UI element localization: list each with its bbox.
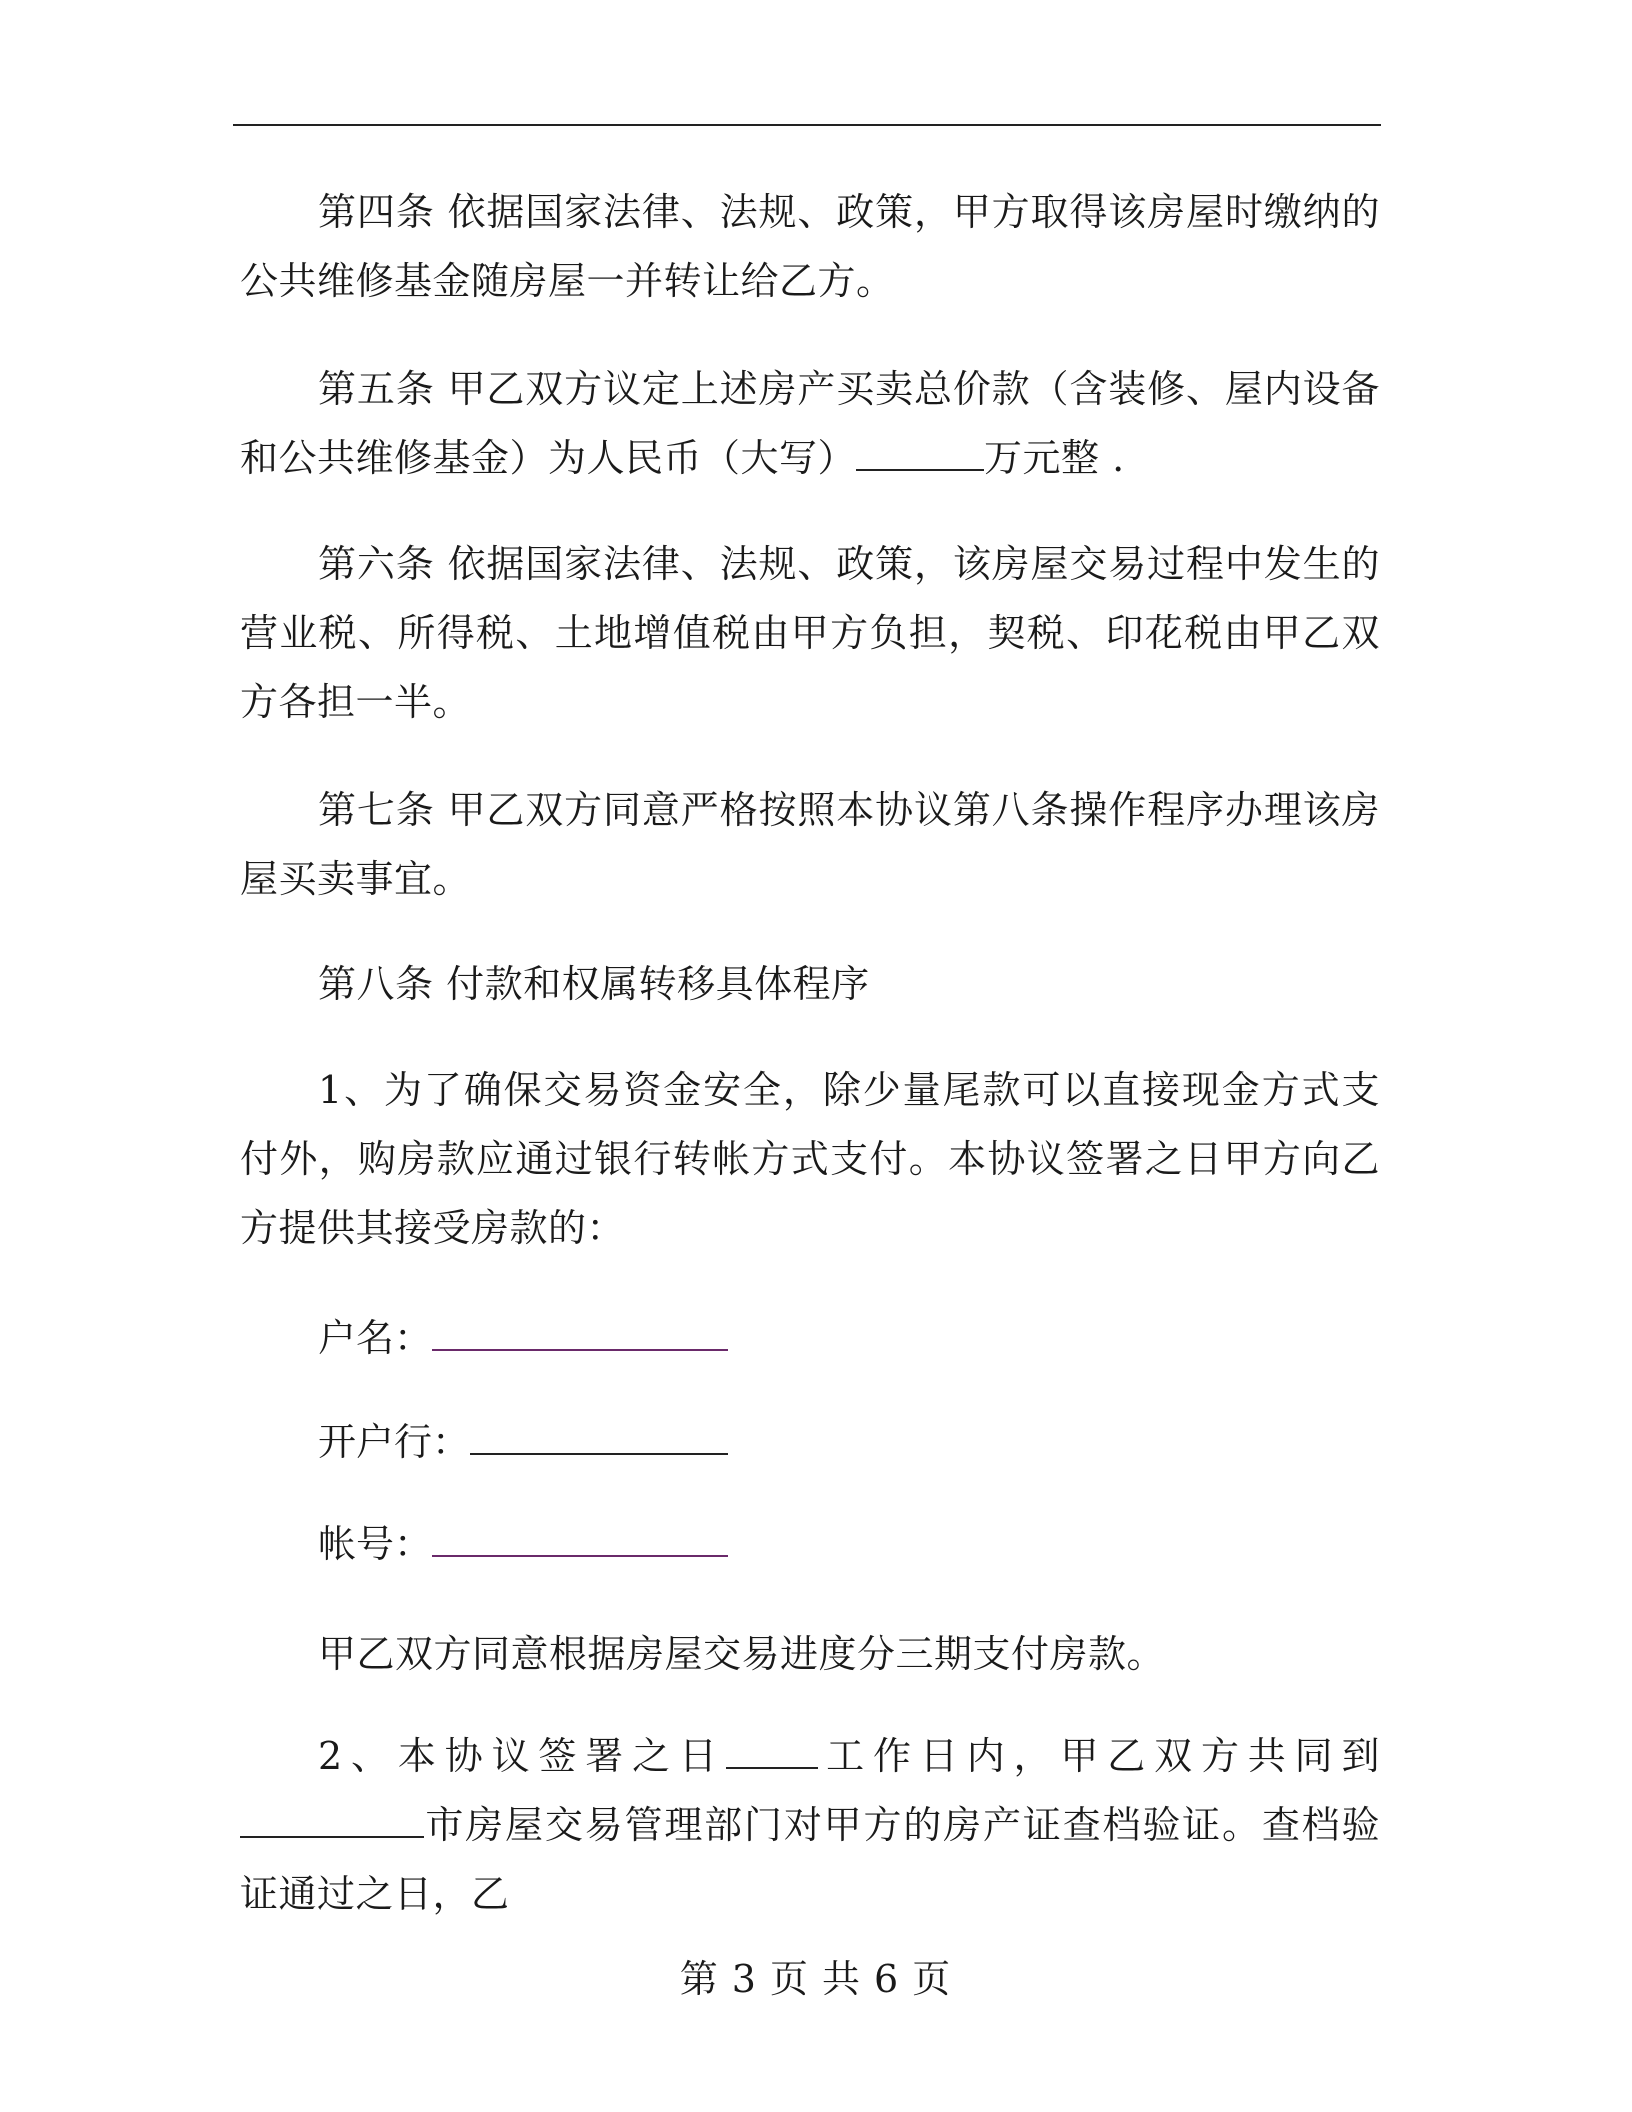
item-2-text-a: 2、本协议签署之日 [318,1734,726,1778]
article-6-number: 第六条 [318,542,435,586]
article-5-text: 甲乙双方议定上述房产买卖总价款（含装修、屋内设备和公共维修基金）为人民币（大写） [240,367,1380,480]
account-no-label: 帐号： [318,1522,433,1566]
footer-total-number: 6 [874,1957,901,2001]
article-8-number: 第八条 [318,962,434,1006]
account-name-row [318,1308,728,1368]
account-no-blank[interactable] [432,1525,728,1557]
workdays-blank[interactable] [726,1737,818,1769]
item-2-text-c: 市房屋交易管理部门对甲方的房产证查档验证。查档验证通过之日，乙 [240,1803,1380,1916]
header-rule [233,124,1381,126]
article-7-text: 甲乙双方同意严格按照本协议第八条操作程序办理该房屋买卖事宜。 [240,788,1380,901]
article-4-number: 第四条 [318,190,435,234]
item-1 [240,1056,1380,1263]
installments-note [240,1620,1380,1689]
article-4-text: 依据国家法律、法规、政策，甲方取得该房屋时缴纳的公共维修基金随房屋一并转让给乙方。 [240,190,1380,303]
item-2 [240,1722,1380,1929]
footer-page-number: 3 [731,1957,758,2001]
account-name-blank[interactable] [432,1319,728,1351]
article-5-text-end: 万元整 . [984,436,1125,480]
item-1-text: 1、为了确保交易资金安全，除少量尾款可以直接现金方式支付外，购房款应通过银行转帐方式支付。本协议签署之日甲方向乙方提供其接受房款的： [240,1068,1380,1250]
article-6 [240,530,1380,737]
city-blank[interactable] [240,1806,424,1838]
article-8 [240,950,1380,1019]
footer-page-word: 第 [679,1957,720,2001]
account-no-row [318,1514,728,1574]
article-6-text: 依据国家法律、法规、政策，该房屋交易过程中发生的营业税、所得税、土地增值税由甲方负担，契税、印花税由甲乙双方各担一半。 [240,542,1380,724]
footer-total-word: 共 [822,1957,863,2001]
bank-label: 开户行： [318,1420,471,1464]
article-7-number: 第七条 [318,788,435,832]
footer-total-unit: 页 [912,1957,953,2001]
account-name-label: 户名： [318,1316,433,1360]
article-5 [240,355,1380,493]
footer-page-unit: 页 [769,1957,810,2001]
bank-blank[interactable] [470,1423,728,1455]
installments-text: 甲乙双方同意根据房屋交易进度分三期支付房款。 [318,1632,1166,1676]
article-7 [240,776,1380,914]
price-blank[interactable] [856,439,984,471]
article-8-text: 付款和权属转移具体程序 [446,962,870,1006]
article-4 [240,178,1380,316]
item-2-text-b: 工作日内，甲乙双方共同到 [817,1734,1380,1778]
article-5-number: 第五条 [318,367,435,411]
bank-row [318,1412,728,1472]
page-footer [0,1948,1632,2003]
